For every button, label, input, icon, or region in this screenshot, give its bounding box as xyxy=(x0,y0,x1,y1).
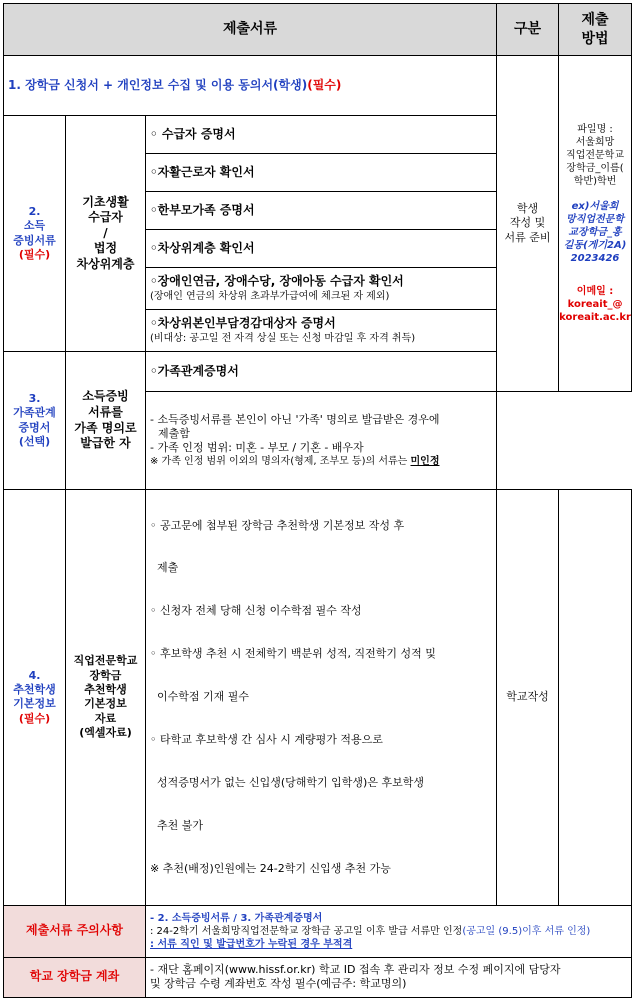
category-school: 학교작성 xyxy=(497,490,559,906)
sec4-desc-line: 성적증명서가 없는 신입생(당해학기 입학생)은 후보학생 xyxy=(150,775,424,789)
sec2-label xyxy=(4,116,66,352)
sec4-sub-line4: 기본정보 xyxy=(84,697,127,711)
sec4-sub-line1: 직업전문학교 xyxy=(73,654,138,668)
header-method xyxy=(559,4,632,56)
sec2-item-note: (장애인 연금의 차상위 초과부가급여에 체크된 자 제외) xyxy=(150,290,390,302)
sec4-desc xyxy=(146,490,497,906)
sec2-item-title: 자활근로자 확인서 xyxy=(157,164,255,179)
method-ex-line3: 교장학금_홍 xyxy=(568,227,622,238)
sec3-sub-line1: 소득증빙 xyxy=(82,389,129,404)
sec4-label-line3: 기본정보 xyxy=(13,697,56,711)
sec2-sub xyxy=(66,116,146,352)
sec4-row xyxy=(4,490,632,906)
method-ex-line5: 2023426 xyxy=(570,253,620,264)
sec3-label-line2: 가족관계 xyxy=(13,406,56,420)
sec2-label-line1: 2. xyxy=(28,204,41,218)
sec4-label xyxy=(4,490,66,906)
method-ex-line1: ex)서울희 xyxy=(571,201,619,212)
sec4-label-line2: 추천학생 xyxy=(13,683,56,696)
sec3-desc-line1: - 소득증빙서류를 본인이 아닌 '가족' 명의로 발급받은 경우에 xyxy=(150,412,440,426)
row-application xyxy=(4,56,632,116)
sec4-sub-line3: 추천학생 xyxy=(84,683,127,696)
sec4-label-required: (필수) xyxy=(18,711,51,725)
sec4-desc-line: 제출 xyxy=(150,561,179,575)
method-file-line3: 직업전문학교 xyxy=(566,150,625,161)
sec2-sub-line3: / xyxy=(103,225,108,240)
sec4-sub xyxy=(66,490,146,906)
method-file-line1: 파일명 : xyxy=(577,124,613,135)
sec2-label-required: (필수) xyxy=(18,247,51,261)
header-category: 구분 xyxy=(497,4,559,56)
sec2-sub-line2: 수급자 xyxy=(88,210,123,225)
sec3-item: ◦가족관계증명서 xyxy=(146,352,497,392)
notes-line3: : 서류 직인 및 발급번호가 누락된 경우 부적격 xyxy=(150,938,353,950)
sec3-desc-line2: 제출함 xyxy=(158,426,190,440)
sec3-sub-line2: 서류를 xyxy=(88,404,123,419)
account-row xyxy=(4,957,632,997)
sec2-item-title: ◦장애인연금, 장애수당, 장애아동 수급자 확인서 xyxy=(150,274,404,289)
sec2-item xyxy=(146,268,497,310)
method-empty xyxy=(559,490,632,906)
sec3-label-option: (선택) xyxy=(18,434,51,448)
account-content xyxy=(146,957,632,997)
sec3-desc-line4 xyxy=(150,455,492,468)
sec3-label xyxy=(4,352,66,490)
method-email-line1: koreait_@ xyxy=(567,299,623,310)
notes-line1: - 2. 소득증빙서류 / 3. 가족관계증명서 xyxy=(150,912,323,924)
sec4-desc-line: 추천 불가 xyxy=(150,818,203,832)
sec4-desc-line: ◦ 후보학생 추천 시 전체학기 백분위 성적, 직전학기 성적 및 xyxy=(150,647,436,661)
sec2-item-note: (비대상: 공고일 전 자격 상실 또는 신청 마감일 후 자격 취득) xyxy=(150,332,416,344)
method-email-line2: koreait.ac.kr xyxy=(559,312,631,323)
sec2-item: ◦한부모가족 증명서 xyxy=(146,192,497,230)
header-method-line2: 방법 xyxy=(581,30,609,47)
sec2-item-title: 차상위계층 확인서 xyxy=(157,240,255,255)
method-file-line4: 장학금_이름( xyxy=(566,163,624,174)
sec4-desc-line: ◦ 신청자 전체 당해 신청 이수학점 필수 작성 xyxy=(150,604,362,618)
sec3-item-title: 가족관계증명서 xyxy=(157,363,239,378)
sec3-sub-line3: 가족 명의로 xyxy=(74,420,137,435)
header-method-line1: 제출 xyxy=(581,12,609,29)
sec3-label-line1: 3. xyxy=(28,391,41,405)
sec2-sub-line4: 법정 xyxy=(93,241,118,256)
account-line1: - 재단 홈페이지(www.hissf.or.kr) 학교 ID 접속 후 관리자 정보 수정 페이지에 담당자 xyxy=(150,962,561,976)
sec3-desc-line4-text: ※ 가족 인정 범위 이외의 명의자(형제, 조부모 등)의 서류는 xyxy=(150,456,411,468)
sec3-sub-line4: 발급한 자 xyxy=(80,436,131,451)
sec3-desc-line3: - 가족 인정 범위: 미혼 - 부모 / 기혼 - 배우자 xyxy=(150,441,364,455)
category-line1: 학생 xyxy=(516,202,539,216)
sec2-item-title-text: 장애인연금, 장애수당, 장애아동 수급자 확인서 xyxy=(157,274,404,289)
notes-line2-highlight: (공고일 (9.5)이후 서류 인정) xyxy=(462,925,591,937)
notes-line2-text: : 24-2학기 서울희망직업전문학교 장학금 공고일 이후 발급 서류만 인정 xyxy=(150,925,463,937)
document-table xyxy=(3,3,632,998)
sec2-item-title-text: 차상위본인부담경감대상자 증명서 xyxy=(157,316,336,331)
sec4-sub-line2: 장학금 xyxy=(89,668,122,682)
header-docs: 제출서류 xyxy=(4,4,497,56)
sec3-sub xyxy=(66,352,146,490)
sec2-sub-line1: 기초생활 xyxy=(82,194,129,209)
sec3-desc-unrecognized: 미인정 xyxy=(410,456,440,468)
application-text: 1. 장학금 신청서 + 개인정보 수집 및 이용 동의서(학생) xyxy=(8,77,308,92)
method-ex-line2: 망직업전문학 xyxy=(566,214,625,225)
method-file-line5: 학반)학번 xyxy=(573,176,617,187)
notes-label: 제출서류 주의사항 xyxy=(4,905,146,957)
method-file-line2: 서울희망 xyxy=(575,137,615,148)
account-label: 학교 장학금 계좌 xyxy=(4,957,146,997)
sec2-item-title: ◦차상위본인부담경감대상자 증명서 xyxy=(150,316,336,331)
category-line3: 서류 준비 xyxy=(504,230,551,244)
sec4-sub-line5: 자료 xyxy=(94,711,117,725)
sec2-item xyxy=(146,310,497,352)
sec2-label-line2: 소득 xyxy=(23,219,46,233)
notes-line2 xyxy=(150,925,627,938)
sec2-item: ◦자활근로자 확인서 xyxy=(146,154,497,192)
category-line2: 작성 및 xyxy=(509,216,546,230)
sec3-desc xyxy=(146,392,497,490)
sec4-desc-line: ※ 추천(배정)인원에는 24-2학기 신입생 추천 가능 xyxy=(150,861,391,875)
sec4-desc-line: ◦ 타학교 후보학생 간 심사 시 계량평가 적용으로 xyxy=(150,733,383,747)
sec3-label-line3: 증명서 xyxy=(18,420,51,434)
sec4-desc-line: ◦ 공고문에 첨부된 장학금 추천학생 기본정보 작성 후 xyxy=(150,518,405,532)
sec2-item: ◦ 수급자 증명서 xyxy=(146,116,497,154)
sec2-label-line3: 증빙서류 xyxy=(13,233,56,247)
notes-row xyxy=(4,905,632,957)
sec4-label-line1: 4. xyxy=(28,668,41,682)
application-required: (필수) xyxy=(307,77,342,92)
category-student xyxy=(497,56,559,392)
method-ex-line4: 길동(게기2A) xyxy=(563,240,627,251)
method-email-label: 이메일 : xyxy=(576,286,614,297)
sec2-item-title: 수급자 증명서 xyxy=(161,126,236,141)
sec2-sub-line5: 차상위계층 xyxy=(76,256,135,271)
method-cell xyxy=(559,56,632,392)
sec4-desc-line: 이수학점 기재 필수 xyxy=(150,690,249,704)
notes-content xyxy=(146,905,632,957)
sec2-item-title: 한부모가족 증명서 xyxy=(157,202,255,217)
sec2-item: ◦차상위계층 확인서 xyxy=(146,230,497,268)
account-line2: 및 장학금 수령 계좌번호 작성 필수(예금주: 학교명의) xyxy=(150,977,407,991)
sec4-sub-line6: (엑셀자료) xyxy=(79,725,132,739)
application-item xyxy=(4,56,497,116)
header-row xyxy=(4,4,632,56)
